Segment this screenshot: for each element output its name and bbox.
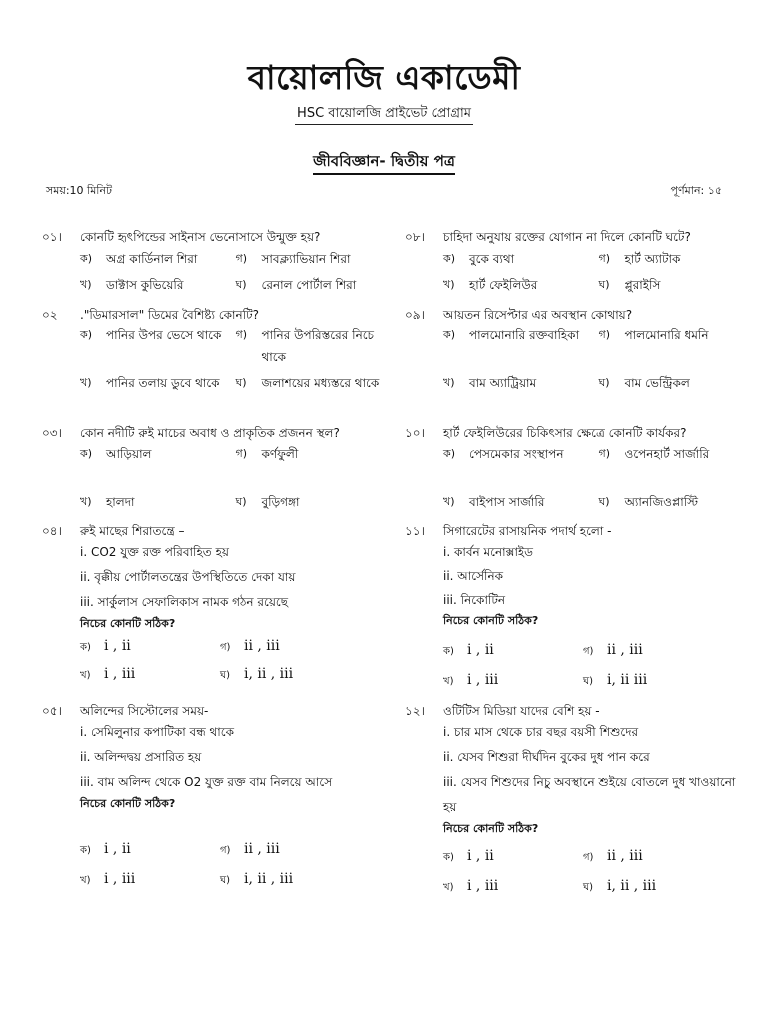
answer-text[interactable]: i , iii [104,871,136,887]
option-label: গ) [235,328,248,341]
question-01 [42,228,387,306]
answer-label: ক) [80,642,91,653]
paper-title [0,150,768,175]
answer-label: ক) [443,852,454,863]
answer-prompt: নিচের কোনটি সঠিক? [80,797,176,810]
option-label: গ) [235,447,248,460]
answer-label: গ) [220,642,231,653]
option-text[interactable]: বাম অ্যাট্রিয়াম [469,376,537,390]
option-label: খ) [80,495,92,508]
answer-label: ঘ) [220,875,231,886]
option-text[interactable]: পানির তলায় ডুবে থাকে [106,376,220,390]
answer-text[interactable]: i , ii [104,638,131,654]
question-column-left [42,228,387,892]
option-label: খ) [443,376,455,389]
option-label: ঘ) [598,278,610,291]
question-12 [405,702,750,892]
option-label: ক) [80,447,92,460]
answer-label: খ) [443,882,454,893]
answer-label: ঘ) [583,676,594,687]
option-text[interactable]: হার্ট অ্যাটাক [624,252,681,266]
answer-label: গ) [220,845,231,856]
question-10 [405,424,750,522]
option-label: গ) [598,447,611,460]
option-text[interactable]: পেসমেকার সংস্থাপন [469,447,564,461]
answer-text[interactable]: i , iii [104,666,136,682]
statement: ii. যেসব শিশুরা দীর্ঘদিন বুকের দুধ পান করে [443,750,650,764]
option-text[interactable]: অগ্র কার্ডিনাল শিরা [106,252,198,266]
question-number: ০৯। [405,308,425,322]
program-subtitle [0,104,768,125]
option-label: ক) [80,252,92,265]
answer-text[interactable]: i , ii [104,841,131,857]
option-text[interactable]: হার্ট ফেইলিউর [469,278,538,292]
answer-text[interactable]: ii , iii [607,848,643,864]
question-text: কোন নদীটি রুই মাচের অবাধ ও প্রাকৃতিক প্রজনন স্থল? [80,426,340,440]
answer-text[interactable]: i, ii iii [607,672,648,688]
option-label: ক) [443,328,455,341]
option-text[interactable]: সাবক্ল্যাভিয়ান শিরা [261,252,351,266]
option-label: গ) [235,252,248,265]
statement: i. CO2 যুক্ত রক্ত পরিবাহিত হয় [80,545,229,559]
question-text: হার্ট ফেইলিউরের চিকিৎসার ক্ষেত্রে কোনটি কার্যকর? [443,426,687,440]
answer-text[interactable]: ii , iii [607,642,643,658]
option-text[interactable]: বুড়িগঙ্গা [261,495,300,509]
question-text: কোনটি হৃৎপিন্ডের সাইনাস ভেনোসাসে উন্মুক্ত হয়? [80,230,321,244]
option-label: ঘ) [598,376,610,389]
answer-text[interactable]: i , ii [467,848,494,864]
answer-text[interactable]: i , iii [467,878,499,894]
answer-label: খ) [80,670,91,681]
answer-text[interactable]: i, ii , iii [607,878,657,894]
answer-prompt: নিচের কোনটি সঠিক? [443,614,539,627]
question-05 [42,702,387,892]
statement: ii. অলিন্দদ্বয় প্রসারিত হয় [80,750,202,764]
statement: ii. আর্সেনিক [443,569,504,583]
option-label: ক) [80,328,92,341]
option-text[interactable]: ওপেনহার্ট সার্জারি [624,447,710,461]
answer-label: গ) [583,646,594,657]
question-number: ০৮। [405,230,425,244]
option-text[interactable]: জলাশয়ের মধ্যস্তরে থাকে [261,376,380,390]
question-text: ."ডিমারসাল" ডিমের বৈশিষ্ট্য কোনটি? [80,308,259,322]
option-text[interactable]: পানির উপর ভেসে থাকে [106,328,222,342]
option-label: খ) [80,278,92,291]
option-text[interactable]: হালদা [106,495,135,509]
option-text[interactable]: ডাক্টাস কুভিয়েরি [106,278,184,292]
question-text: রুই মাছের শিরাতন্ত্রে – [80,524,185,538]
option-label: ঘ) [235,495,247,508]
question-08 [405,228,750,306]
option-text[interactable]: রেনাল পোর্টাল শিরা [261,278,357,292]
answer-prompt: নিচের কোনটি সঠিক? [80,617,176,630]
option-label: ঘ) [235,376,247,389]
question-03 [42,424,387,522]
statement: iii. বাম অলিন্দ থেকে O2 যুক্ত রক্ত বাম নিলয়ে আসে [80,775,333,789]
answer-text[interactable]: ii , iii [244,841,280,857]
option-label: গ) [598,252,611,265]
question-text: ওটিটিস মিডিয়া যাদের বেশি হয় - [443,704,600,718]
option-text[interactable]: বুকে ব্যথা [469,252,515,266]
option-label: ঘ) [235,278,247,291]
statement: i. চার মাস থেকে চার বছর বয়সী শিশুদের [443,725,639,739]
option-text[interactable]: বাইপাস সার্জারি [469,495,545,509]
question-number: ১২। [405,704,425,718]
question-number: ১১। [405,524,425,538]
question-text: আয়তন রিসেপ্টার এর অবস্থান কোথায়? [443,308,633,322]
answer-text[interactable]: i, ii , iii [244,871,294,887]
option-text[interactable]: প্লুরাইসি [624,278,661,292]
question-04 [42,522,387,702]
question-number: ০১। [42,230,62,244]
option-text[interactable]: কর্ণফুলী [261,447,299,461]
answer-label: ঘ) [220,670,231,681]
program-subtitle-text: HSC বায়োলজি প্রাইভেট প্রোগ্রাম [295,106,473,125]
question-text: চাহিদা অনুযায় রক্তের যোগান না দিলে কোনটি ঘটে? [443,230,691,244]
option-label: খ) [443,495,455,508]
answer-text[interactable]: ii , iii [244,638,280,654]
paper-title-text: জীববিজ্ঞান- দ্বিতীয় পত্র [313,152,455,175]
question-number: ০৩। [42,426,62,440]
question-text: সিগারেটের রাসায়নিক পদার্থ হলো - [443,524,612,538]
option-label: ক) [443,252,455,265]
option-label: খ) [443,278,455,291]
option-text[interactable]: অ্যানজিওপ্লাস্টি [624,495,699,509]
answer-label: খ) [443,676,454,687]
option-text[interactable]: পালমোনারি রক্তবাহিকা [469,328,580,342]
statement: i. সেমিলুনার কপাটিকা বন্ধ থাকে [80,725,235,739]
statement: iii. সার্কুলাস সেফালিকাস নামক গঠন রয়েছে [80,595,288,609]
option-text[interactable]: পালমোনারি ধমনি [624,328,709,342]
question-text: অলিন্দের সিস্টোলের সময়- [80,704,209,718]
answer-prompt: নিচের কোনটি সঠিক? [443,822,539,835]
statement: iii. যেসব শিশুদের নিচু অবস্থানে শুইয়ে বোতলে দুধ খাওয়ানো হয় [443,775,736,814]
answer-text[interactable]: i , ii [467,642,494,658]
answer-text[interactable]: i, ii , iii [244,666,294,682]
option-label: গ) [598,328,611,341]
question-11 [405,522,750,702]
page-title: বায়োলজি একাডেমী [247,58,521,97]
question-number: ০৫। [42,704,62,718]
question-column-right [405,228,750,892]
question-number: ১০। [405,426,425,440]
option-text[interactable]: আড়িয়াল [106,447,152,461]
answer-label: খ) [80,875,91,886]
answer-text[interactable]: i , iii [467,672,499,688]
time-limit: সময়:10 মিনিট [46,184,113,197]
answer-label: ক) [80,845,91,856]
statement: i. কার্বন মনোক্সাইড [443,545,533,559]
full-marks: পূর্ণমান: ১৫ [670,184,722,197]
option-text[interactable]: পানির উপরিস্তরের নিচে থাকে [261,328,375,364]
question-09 [405,306,750,424]
statement: ii. বৃক্কীয় পোর্টালতন্ত্রের উপস্থিতিতে দেকা যায় [80,570,296,584]
answer-label: ঘ) [583,882,594,893]
option-text[interactable]: বাম ভেন্ট্রিকল [624,376,690,390]
option-label: ঘ) [598,495,610,508]
option-label: খ) [80,376,92,389]
question-number: ০২ [42,308,58,322]
option-label: ক) [443,447,455,460]
statement: iii. নিকোটিন [443,593,506,607]
answer-label: গ) [583,852,594,863]
question-number: ০৪। [42,524,62,538]
answer-label: ক) [443,646,454,657]
question-02 [42,306,387,424]
